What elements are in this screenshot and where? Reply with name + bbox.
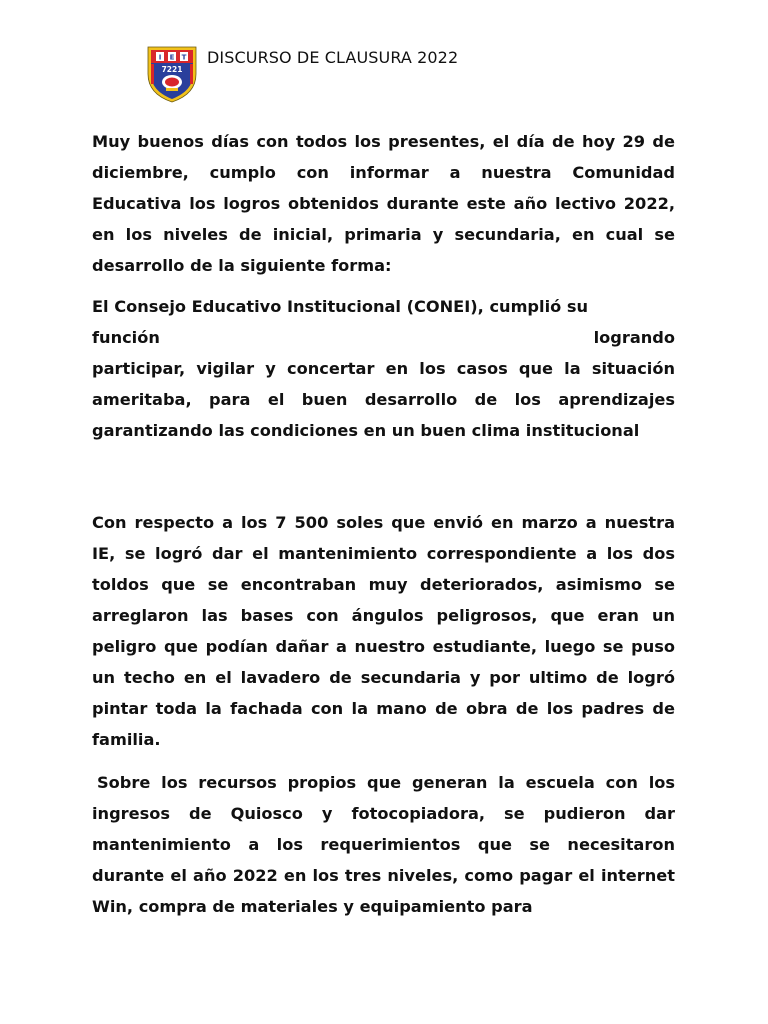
paragraph-intro: Muy buenos días con todos los presentes, el día de hoy 29 de diciembre, cumplo con informar a nuestra Comunidad Educativa los logros obtenidos durante este año lectivo 2022, en los niveles de inicial, primaria y secundaria, en cual se desarrollo de la siguiente forma: bbox=[92, 132, 675, 275]
paragraph-conei-word-left: función bbox=[92, 328, 160, 347]
paragraph-conei-line2 bbox=[92, 322, 675, 353]
logo-letters: I bbox=[158, 53, 162, 62]
logo-number: 7221 bbox=[161, 65, 183, 74]
school-crest-logo bbox=[144, 44, 200, 104]
document-body bbox=[92, 126, 675, 922]
svg-text:E: E bbox=[169, 53, 175, 62]
document-title: DISCURSO DE CLAUSURA 2022 bbox=[207, 48, 459, 67]
svg-text:T: T bbox=[181, 53, 187, 62]
paragraph-budget: Con respecto a los 7 500 soles que envió en marzo a nuestra IE, se logró dar el mantenimiento correspondiente a los dos toldos que se encontraban muy deteriorados, asimismo se arreglaron las bases con ángulos peligrosos, que eran un peligro que podían dañar a nuestro estudiante, luego se puso un techo en el lavadero de secundaria y por ultimo de logró pintar toda la fachada con la mano de obra de los padres de familia. bbox=[92, 513, 675, 749]
paragraph-own-resources: Sobre los recursos propios que generan la escuela con los ingresos de Quiosco y fotocopiadora, se pudieron dar mantenimiento a los requerimientos que se necesitaron durante el año 2022 en los tres niveles, como pagar el internet Win, compra de materiales y equipamiento para bbox=[92, 773, 675, 916]
paragraph-conei bbox=[92, 291, 675, 446]
paragraph-conei-line1: El Consejo Educativo Institucional (CONEI), cumplió su bbox=[92, 297, 589, 316]
paragraph-conei-word-right: logrando bbox=[593, 328, 675, 347]
paragraph-conei-rest: participar, vigilar y concertar en los casos que la situación ameritaba, para el buen desarrollo de los aprendizajes garantizando las condiciones en un buen clima institucional bbox=[92, 359, 675, 440]
